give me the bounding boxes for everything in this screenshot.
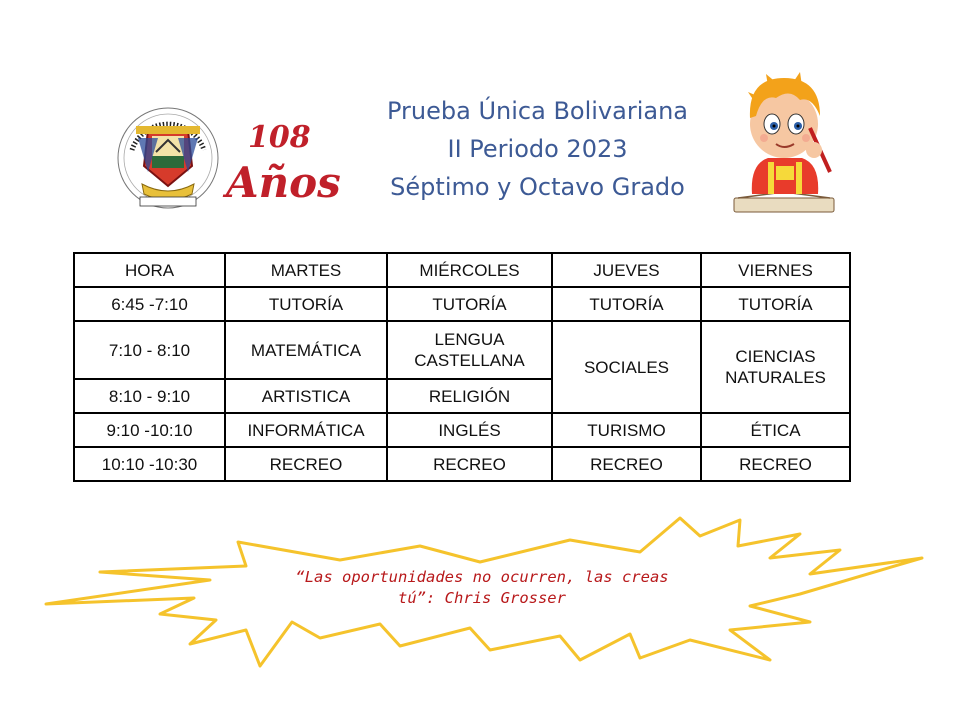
header-jueves: JUEVES (552, 253, 701, 287)
subject-line: CASTELLANA (414, 351, 525, 370)
subject-cell: TUTORÍA (387, 287, 552, 321)
title-line-3: Séptimo y Octavo Grado (390, 173, 685, 201)
subject-line: CIENCIAS (735, 347, 816, 366)
subject-line: LENGUA (434, 330, 505, 349)
title-line-1: Prueba Única Bolivariana (387, 97, 688, 125)
time-cell: 7:10 - 8:10 (74, 321, 225, 379)
subject-cell: ÉTICA (701, 413, 850, 447)
subject-cell: MATEMÁTICA (225, 321, 387, 379)
subject-cell: TUTORÍA (552, 287, 701, 321)
subject-cell: INFORMÁTICA (225, 413, 387, 447)
subject-cell: TURISMO (552, 413, 701, 447)
subject-cell-merged (701, 321, 850, 413)
subject-cell: RECREO (552, 447, 701, 481)
subject-cell: TUTORÍA (225, 287, 387, 321)
student-cartoon (728, 70, 840, 218)
school-logo (118, 102, 341, 214)
time-cell: 9:10 -10:10 (74, 413, 225, 447)
schedule-table (73, 252, 851, 482)
header-viernes: VIERNES (701, 253, 850, 287)
subject-cell-merged: SOCIALES (552, 321, 701, 413)
subject-line: NATURALES (725, 368, 826, 387)
table-row (74, 321, 850, 379)
quote-line-2: tú”: Chris Grosser (398, 589, 566, 607)
subject-cell: RECREO (225, 447, 387, 481)
subject-cell: RECREO (701, 447, 850, 481)
header-hora: HORA (74, 253, 225, 287)
table-row (74, 287, 850, 321)
header-martes: MARTES (225, 253, 387, 287)
header-miercoles: MIÉRCOLES (387, 253, 552, 287)
subject-cell: TUTORÍA (701, 287, 850, 321)
quote-line-1: “Las oportunidades no ocurren, las creas (295, 568, 669, 586)
exam-schedule (73, 252, 851, 482)
subject-cell: INGLÉS (387, 413, 552, 447)
table-row (74, 413, 850, 447)
time-cell: 8:10 - 9:10 (74, 379, 225, 413)
page-title (335, 92, 740, 206)
subject-cell (387, 321, 552, 379)
subject-cell: ARTISTICA (225, 379, 387, 413)
title-line-2: II Periodo 2023 (447, 135, 628, 163)
table-header-row (74, 253, 850, 287)
years-number: 108 (248, 120, 311, 155)
quote-text (272, 567, 692, 609)
time-cell: 6:45 -7:10 (74, 287, 225, 321)
subject-cell: RELIGIÓN (387, 379, 552, 413)
years-word: Años (226, 158, 341, 207)
subject-cell: RECREO (387, 447, 552, 481)
time-cell: 10:10 -10:30 (74, 447, 225, 481)
table-row (74, 447, 850, 481)
